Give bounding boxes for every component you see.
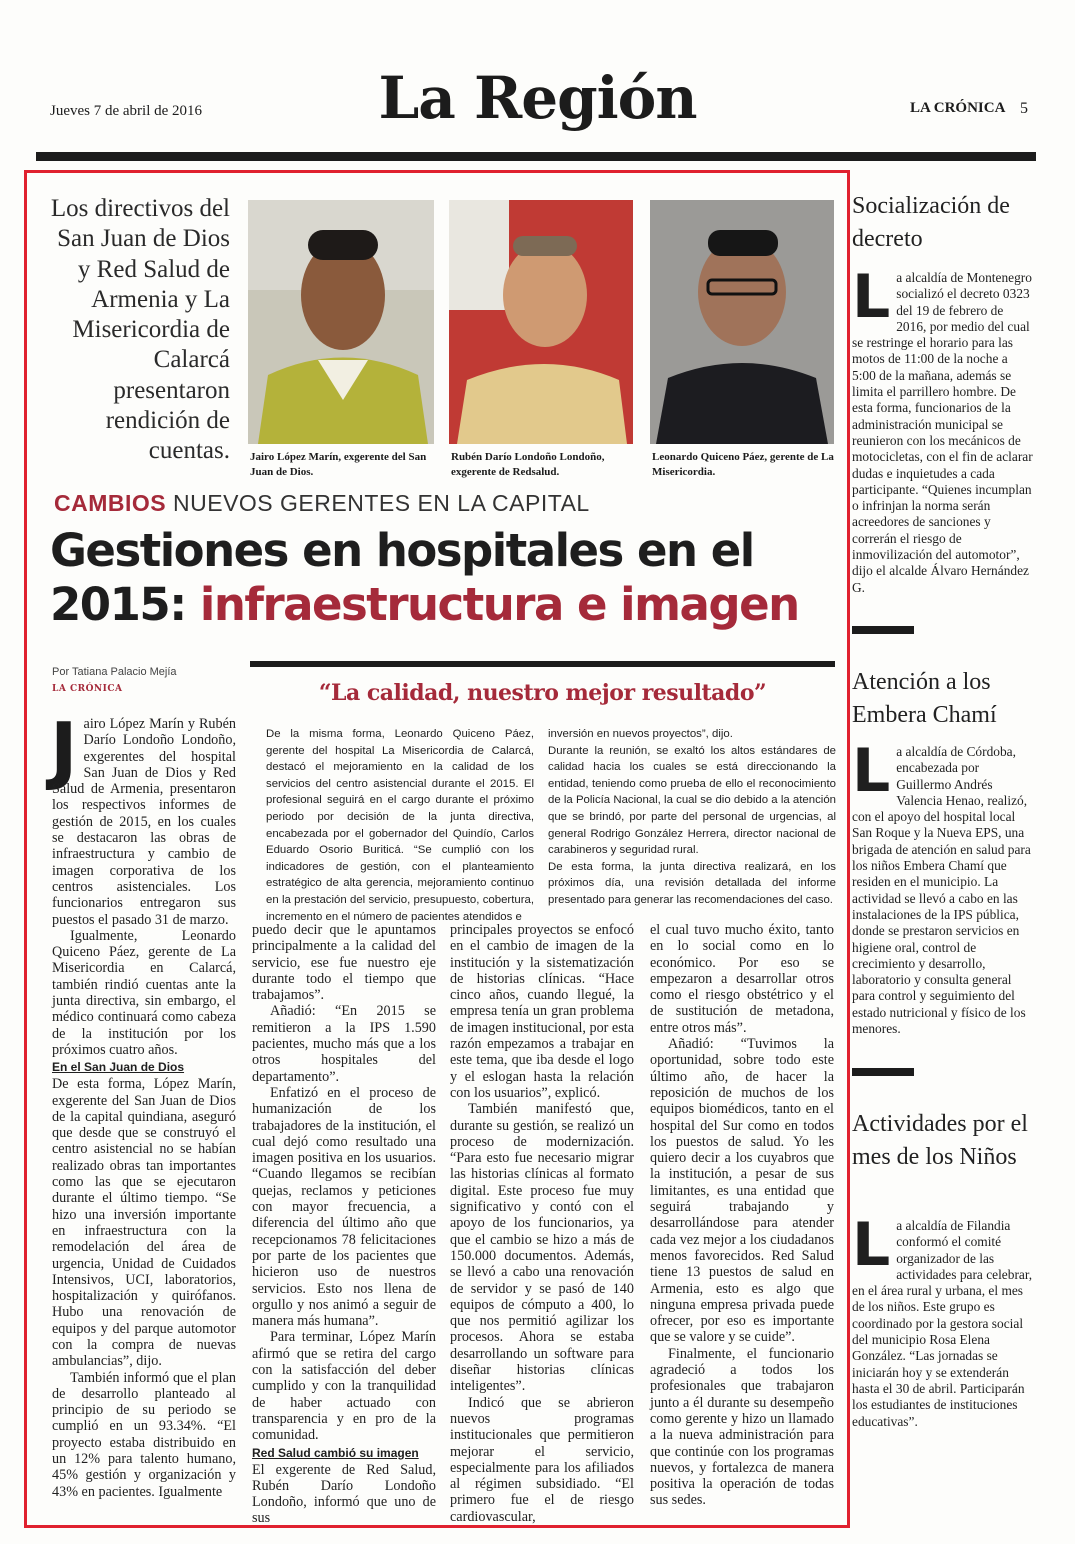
sidebar-story bbox=[852, 736, 1034, 1037]
paragraph: Durante la reunión, se exaltó los altos estándares de calidad hacia los cuales se está direccionando la entidad, teniendo como prueba de ello el reconocimiento de la Policía Nacional, la cual se dio debido a la atención que se brindó, por parte del personal de urgencias, al general Rodrigo González Herrera, director nacional de carabineros y seguridad rural. bbox=[548, 744, 836, 857]
kicker-text: NUEVOS GERENTES EN LA CAPITAL bbox=[166, 490, 590, 516]
headline-year: 2015: bbox=[50, 578, 200, 631]
article-intro: Los directivos del San Juan de Dios y Red Salud de Armenia y La Misericordia de Calarcá presentaron rendición de cuentas. bbox=[50, 195, 230, 465]
kicker-tag: CAMBIOS bbox=[54, 490, 167, 516]
headline-highlight: infraestructura e imagen bbox=[199, 578, 799, 631]
paragraph: inversión en nuevos proyectos”, dijo. bbox=[548, 728, 733, 740]
paragraph: También informó que el plan de desarrollo planteado al principio de su periodo se cumplió en un 93.34%. “El proyecto estaba distribuido en un 12% para talento humano, 45% gestión y organización y 43% en pacientes. Igualmente bbox=[52, 1369, 236, 1500]
photo-leonardo-quiceno bbox=[650, 200, 834, 444]
paragraph: principales proyectos se enfocó en el cambio de imagen de la institución y la sistematización de historias clínicas. “Hace cinco años, cuando llegué, la empresa tenía un gran problema de imagen institucional, por esta razón empezamos a trabajar en este tema, que iba desde el logo y el eslogan hasta la relación con los usuarios”, explicó. bbox=[450, 922, 634, 1101]
sidebar-rule bbox=[852, 626, 914, 634]
photo-jairo-lopez bbox=[248, 200, 434, 444]
article-column-3 bbox=[450, 922, 634, 1525]
paragraph: Añadió: “En 2015 se remitieron a la IPS 1.590 pacientes, mucho más que a los otros hospitales del departamento”. bbox=[252, 1003, 436, 1085]
paragraph: Indicó que se abrieron nuevos programas institucionales que permitieron mejorar el servicio, especialmente para los afiliados al régimen subsidiado. “El primero fue el de riesgo cardiovascular, bbox=[450, 1394, 634, 1525]
dropcap: L bbox=[852, 736, 891, 806]
paragraph: Añadió: “Tuvimos la oportunidad, sobre todo este último año, de hacer la reposición de muchos de los equipos biomédicos, tanto en el hospital del Sur como en todos los puestos de salud. Yo les quiero decir a los cuyabros que la institución, a pesar de sus limitantes, es una entidad que seguirá trabajando y desarrollándose para atender cada vez mejor a los ciudadanos menos favorecidos. Red Salud tiene 13 puestos de salud en Armenia, esto es algo que ninguna empresa privada puede ofrecer, por eso es importante que se valore y se cuide”. bbox=[650, 1036, 834, 1346]
paragraph: El exgerente de Red Salud, Rubén Darío Londoño Londoño, informó que uno de sus bbox=[252, 1461, 436, 1527]
masthead-rule bbox=[36, 152, 1036, 161]
subheading: En el San Juan de Dios bbox=[52, 1060, 185, 1075]
pullquote: “La calidad, nuestro mejor resultado” bbox=[318, 680, 767, 706]
article-column-1 bbox=[50, 707, 236, 1500]
sidebar-text: a alcaldía de Montenegro socializó el decreto 0323 del 19 de febrero de 2016, por medio del cual se restringe el horario para las motos de 11:00 de la noche a 5:00 de la mañana, además se limita el parrillero hombre. De esta forma, funcionarios de la administración municipal se reunieron con los mecánicos de motocicletas, con el fin de aclarar dudas e inquietudes a cada participante. “Quienes incumplan o infrinjan la norma serán acreedores de sanciones y correrán el riesgo de inmovilización del automotor”, dijo el alcalde Álvaro Hernández G. bbox=[852, 270, 1033, 595]
sidebar-rule bbox=[852, 1068, 914, 1076]
paragraph: De esta forma, López Marín, exgerente del San Juan de Dios de la capital quindiana, aseguró que desde que se construyó el centro asistencial no se habían realizado obras tan importantes como las que se ejecutaron durante el último tiempo. “Se hizo una inversión importante en infraestructura con la remodelación del área de urgencia, Unidad de Cuidados Intensivos, UCI, laboratorios, hospitalización y quirófanos. Hubo una renovación de equipos y del parque automotor con la compra de nuevas ambulancias”, dijo. bbox=[52, 1076, 236, 1370]
paragraph: De la misma forma, Leonardo Quiceno Páez, gerente del hospital La Misericordia de Calarcá, destacó el mejoramiento en la calidad de los servicios del centro asistencial durante el 2015. El profesional seguirá en el cargo durante el próximo periodo por decisión de la junta directiva, encabezada por el gobernador del Quindío, Carlos Eduardo Osorio Buriticá. “Se cumplió con los indicadores de gestión, con el planteamiento estratégico de alta gerencia, mejoramiento continuo en la prestación del servicio, presupuesto, cobertura, incremento en el número de pacientes atendidos e bbox=[266, 728, 534, 923]
paragraph: Enfatizó en el proceso de humanización de los trabajadores de la institución, el cual dejó como resultado una imagen positiva en los usuarios. “Cuando llegamos se recibían quejas, reclamos y peticiones con mayor frecuencia, a diferencia del último año que recepcionamos 78 felicitaciones por parte de los pacientes que hicieron uso de nuestros servicios. Esto nos llena de orgullo y nos animó a seguir de manera más humana”. bbox=[252, 1084, 436, 1330]
dropcap: L bbox=[852, 262, 891, 332]
photo-ruben-londono bbox=[449, 200, 633, 444]
article-kicker bbox=[54, 490, 590, 517]
photo-caption: Jairo López Marín, exgerente del San Juan de Dios. bbox=[250, 451, 427, 478]
paragraph: Igualmente, Leonardo Quiceno Páez, gerente de La Misericordia en Calarcá, también rindió cuentas ante la junta directiva, sin embargo, el médico continuará como cabeza de la institución por los próximos cuatro años. bbox=[52, 927, 236, 1058]
sidebar-text: a alcaldía de Filandia conformó el comité organizador de las actividades para celebrar, en el área rural y urbana, el mes de los niños. Este grupo es coordinado por la gestora social del municipio Rosa Elena González. “Las jornadas se iniciarán hoy y se extenderán hasta el 30 de abril. Participarán los estudiantes de instituciones educativas”. bbox=[852, 1218, 1033, 1429]
sidebar-story bbox=[852, 1210, 1034, 1430]
paragraph: Finalmente, el funcionario agradeció a todos los profesionales que trabajaron junto a él durante su desempeño como gerente y hizo un llamado a la nueva administración para que continúe con los programas nuevos, y fortalezca de manera positiva la operación de todas sus sedes. bbox=[650, 1345, 834, 1509]
quote-box-left bbox=[266, 726, 534, 925]
section-title: La Región bbox=[378, 64, 697, 132]
photo-caption: Leonardo Quiceno Páez, gerente de La Misericordia. bbox=[652, 451, 834, 478]
byline: Por Tatiana Palacio Mejía bbox=[52, 666, 177, 678]
sidebar-story bbox=[852, 262, 1034, 596]
sidebar-title: Actividades por el mes de los Niños bbox=[852, 1111, 1028, 1170]
paragraph: Para terminar, López Marín afirmó que se retira del cargo con la satisfacción del deber cumplido y con la tranquilidad de haber actuado con transparencia y en pro de la comunidad. bbox=[252, 1329, 436, 1444]
headline-line-2 bbox=[50, 578, 840, 632]
issue-date: Jueves 7 de abril de 2016 bbox=[50, 103, 203, 119]
byline-organization: LA CRÓNICA bbox=[52, 684, 123, 694]
article-column-4 bbox=[650, 922, 834, 1509]
newspaper-name: LA CRÓNICA bbox=[910, 100, 1006, 116]
sidebar-title: Atención a los Embera Chamí bbox=[852, 669, 997, 728]
paragraph: puedo decir que le apuntamos principalmente a la calidad del servicio, ese fue nuestro eje durante todo el tiempo que trabajamos”. bbox=[252, 922, 436, 1004]
article-column-2 bbox=[252, 922, 436, 1527]
article-headline bbox=[50, 524, 840, 632]
paragraph bbox=[50, 707, 236, 928]
paragraph: También manifestó que, durante su gestión, se realizó un proceso de modernización. “Para esto fue necesario migrar las historias clínicas al formato digital. Este proceso fue muy significativo y contó con el apoyo de los funcionarios, ya que el cambio se hizo a más de 150.000 documentos. Además, se llevó a cabo una renovación de servidor y se pasó de 140 equipos de cómputo a 400, lo que nos permitió agilizar los procesos. Ahora se estaba desarrollando un software para diseñar historias clínicas inteligentes”. bbox=[450, 1101, 634, 1395]
dropcap: L bbox=[852, 1210, 891, 1280]
dropcap: J bbox=[50, 707, 78, 793]
headline-line-1: Gestiones en hospitales en el bbox=[50, 524, 754, 577]
paragraph: De esta forma, la junta directiva realizará, en los próximos día, una revisión detallada del informe presentado para generar las recomendaciones del caso. bbox=[548, 860, 836, 906]
photo-caption: Rubén Darío Londoño Londoño, exgerente de Redsalud. bbox=[451, 451, 605, 478]
sidebar-title: Socialización de decreto bbox=[852, 193, 1010, 252]
quote-box-right bbox=[548, 726, 836, 909]
paragraph-text: airo López Marín y Rubén Darío Londoño Londoño, exgerentes del hospital San Juan de Dios y Red Salud de Armenia, presentaron los respectivos informes de gestión de 2015, en los cuales se destacaron las obras de infraestructura y cambio de imagen corporativa de los centros asistenciales. Los funcionarios entregaron sus puestos el pasado 31 de marzo. bbox=[52, 716, 236, 928]
pullquote-rule bbox=[250, 661, 835, 667]
paragraph: el cual tuvo mucho éxito, tanto en lo social como en lo económico. Por eso se empezaron a desarrollar otros como el riesgo obstétrico y el de sustitución de metadona, entre otros más”. bbox=[650, 922, 834, 1036]
subheading: Red Salud cambió su imagen bbox=[252, 1445, 419, 1460]
sidebar-text: a alcaldía de Córdoba, encabezada por Guillermo Andrés Valencia Henao, realizó, con el apoyo del hospital local San Roque y la Nueva EPS, una brigada de atención en salud para los niños Embera Chamí que residen en el municipio. La actividad se llevó a cabo en las instalaciones de la IPS pública, donde se prestaron servicios en higiene oral, control de crecimiento y desarrollo, laboratorio y consulta general para control y seguimiento del estado nutricional y físico de los menores. bbox=[852, 744, 1031, 1037]
page-number: 5 bbox=[1020, 100, 1028, 117]
